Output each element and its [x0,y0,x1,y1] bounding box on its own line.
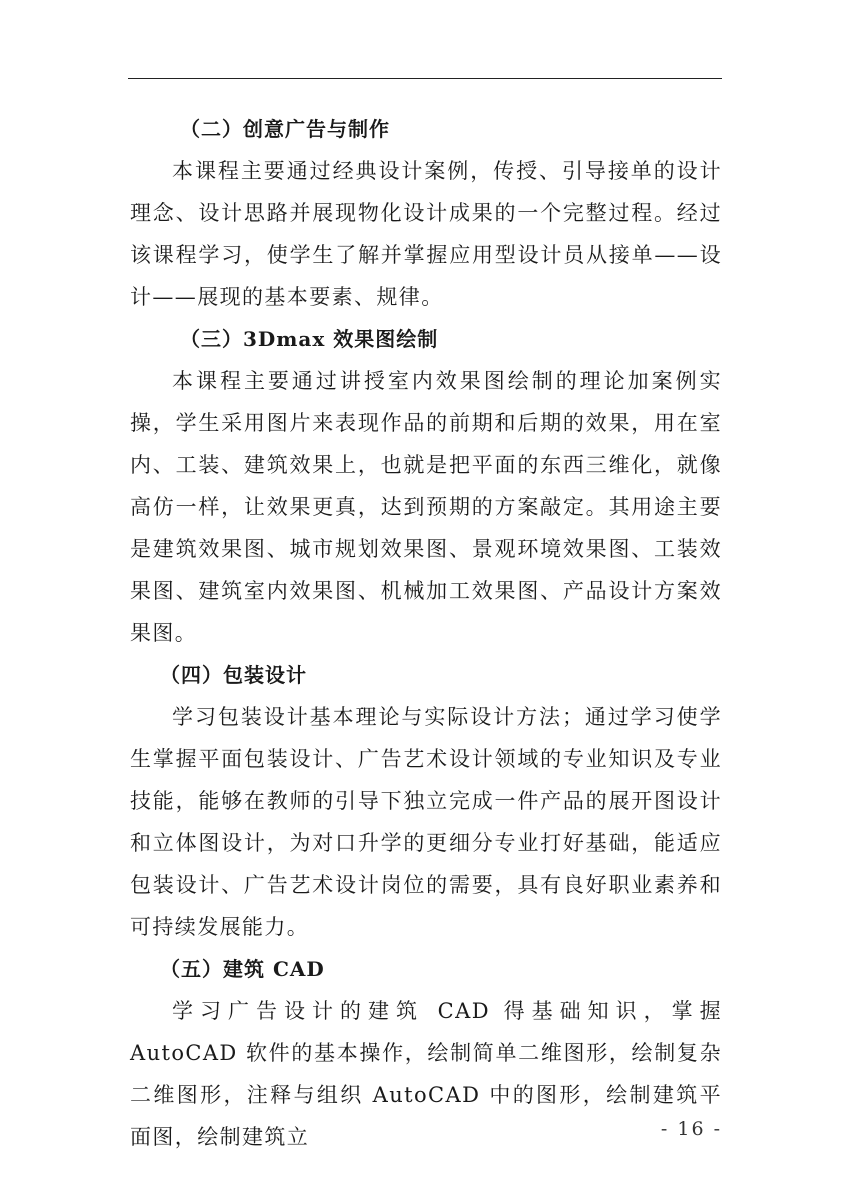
section-paragraph: 本课程主要通过讲授室内效果图绘制的理论加案例实操，学生采用图片来表现作品的前期和后期的效果，用在室内、工装、建筑效果上，也就是把平面的东西三维化，就像高仿一样，让效果更真，达到预期的方案敲定。其用途主要是建筑效果图、城市规划效果图、景观环境效果图、工装效果图、建筑室内效果图、机械加工效果图、产品设计方案效果图。 [130,369,722,645]
header-rule [128,78,722,79]
section-heading: （二）创意广告与制作 [180,117,390,141]
section-paragraph: 学习广告设计的建筑 CAD 得基础知识，掌握 AutoCAD 软件的基本操作，绘制简单二维图形，绘制复杂二维图形，注释与组织 AutoCAD 中的图形，绘制建筑平面图，绘制建筑立 [130,999,722,1149]
section-heading: （四）包装设计 [160,663,307,687]
section-paragraph: 学习包装设计基本理论与实际设计方法；通过学习使学生掌握平面包装设计、广告艺术设计领域的专业知识及专业技能，能够在教师的引导下独立完成一件产品的展开图设计和立体图设计，为对口升学的更细分专业打好基础，能适应包装设计、广告艺术设计岗位的需要，具有良好职业素养和可持续发展能力。 [130,705,722,939]
section-heading: （五）建筑 CAD [160,957,325,981]
document-body [130,108,722,1158]
page-number: - 16 - [660,1118,722,1140]
section-heading: （三）3Dmax 效果图绘制 [180,327,439,351]
section-paragraph: 本课程主要通过经典设计案例，传授、引导接单的设计理念、设计思路并展现物化设计成果的一个完整过程。经过该课程学习，使学生了解并掌握应用型设计员从接单——设计——展现的基本要素、规律。 [130,159,722,309]
